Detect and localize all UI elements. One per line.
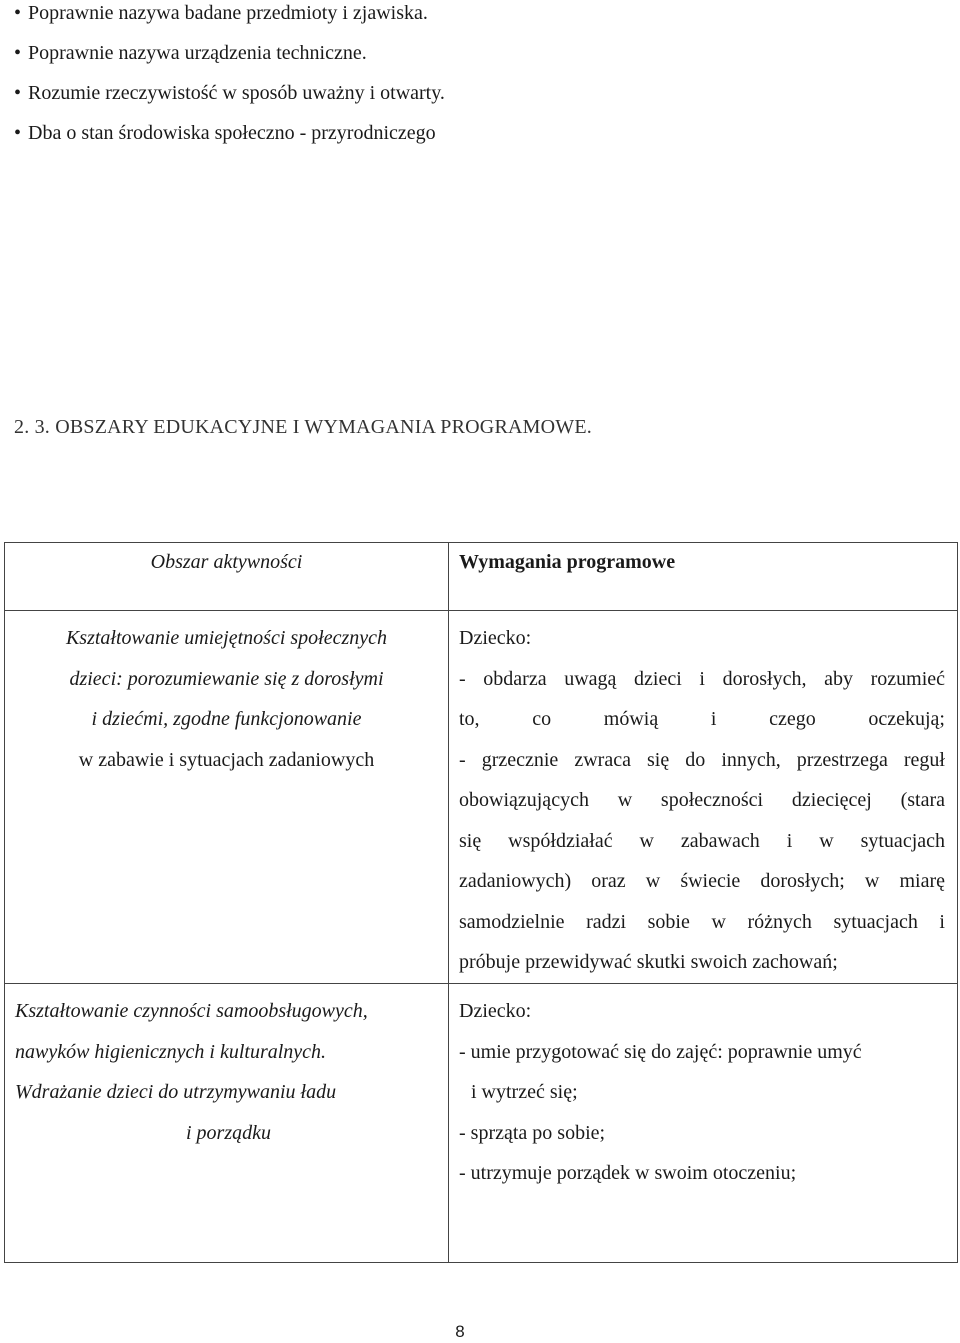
cell-line: - utrzymuje porządek w swoim otoczeniu;	[459, 1162, 797, 1184]
bullet-glyph: •	[14, 82, 22, 104]
bullet-list	[14, 0, 445, 160]
list-item	[14, 80, 445, 120]
list-item	[14, 120, 445, 160]
header-activity-area: Obszar aktywności	[5, 543, 449, 611]
page-number: 8	[455, 1322, 465, 1341]
cell-line: nawyków higienicznych i kulturalnych.	[15, 1040, 327, 1063]
requirements-table	[4, 542, 958, 1263]
cell-line: - obdarza uwagą dzieci i dorosłych, aby rozumieć	[459, 667, 945, 690]
cell-line: obowiązujących w społeczności dziecięcej (stara	[459, 789, 945, 811]
section-heading: 2. 3. OBSZARY EDUKACYJNE I WYMAGANIA PROGRAMOWE.	[14, 416, 592, 438]
requirements-cell	[449, 611, 958, 984]
bullet-text: Dba o stan środowiska społeczno - przyrodniczego	[28, 122, 436, 144]
cell-line: Dziecko:	[459, 1000, 532, 1022]
cell-line: - grzecznie zwraca się do innych, przestrzega reguł	[459, 748, 945, 771]
cell-line: Dziecko:	[459, 627, 532, 649]
cell-line: dzieci: porozumiewanie się z dorosłymi	[69, 667, 384, 690]
activity-area-cell	[5, 611, 449, 984]
cell-line: - sprząta po sobie;	[459, 1121, 606, 1144]
bullet-text: Rozumie rzeczywistość w sposób uważny i otwarty.	[28, 82, 445, 104]
cell-line: - umie przygotować się do zajęć: poprawnie umyć	[459, 1040, 862, 1063]
bullet-glyph: •	[14, 42, 22, 64]
cell-line: to, co mówią i czego oczekują;	[459, 708, 945, 730]
table-header-row	[5, 543, 958, 611]
list-item	[14, 0, 445, 40]
table-row	[5, 611, 958, 984]
header-program-requirements: Wymagania programowe	[449, 543, 958, 611]
cell-line: i wytrzeć się;	[471, 1081, 578, 1103]
cell-line: Kształtowanie czynności samoobsługowych,	[15, 1000, 368, 1022]
bullet-text: Poprawnie nazywa urządzenia techniczne.	[28, 42, 367, 64]
bullet-glyph: •	[14, 2, 22, 24]
bullet-glyph: •	[14, 122, 22, 144]
table-row	[5, 984, 958, 1263]
cell-line: w zabawie i sytuacjach zadaniowych	[78, 748, 375, 771]
list-item	[14, 40, 445, 80]
cell-line: i dziećmi, zgodne funkcjonowanie	[91, 708, 362, 730]
activity-area-cell	[5, 984, 449, 1263]
bullet-text: Poprawnie nazywa badane przedmioty i zjawiska.	[28, 2, 428, 24]
requirements-cell	[449, 984, 958, 1263]
cell-line: Wdrażanie dzieci do utrzymywaniu ładu	[15, 1081, 337, 1103]
cell-line: zadaniowych) oraz w świecie dorosłych; w miarę	[459, 870, 945, 892]
cell-line: próbuje przewidywać skutki swoich zachowań;	[459, 951, 838, 973]
cell-line: się współdziałać w zabawach i w sytuacjach	[459, 829, 945, 852]
cell-line: Kształtowanie umiejętności społecznych	[65, 627, 388, 649]
cell-line: i porządku	[186, 1121, 271, 1144]
cell-line: samodzielnie radzi sobie w różnych sytuacjach i	[459, 910, 945, 933]
